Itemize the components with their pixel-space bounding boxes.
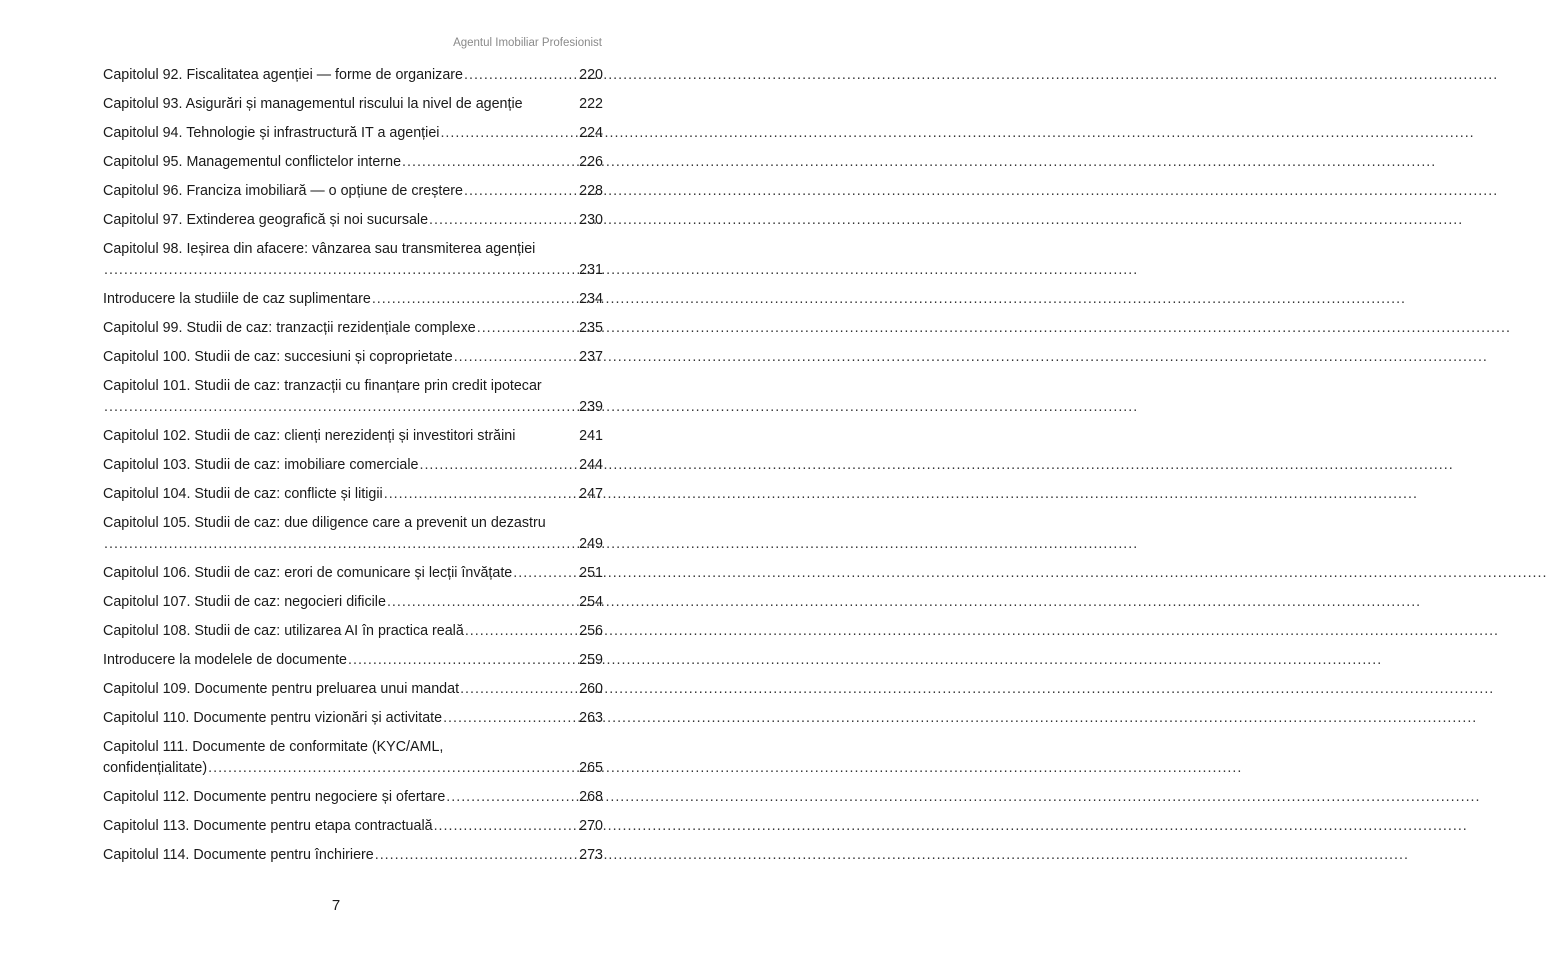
toc-entry-page-number: 234 xyxy=(579,291,603,307)
toc-entry[interactable] xyxy=(103,239,603,281)
toc-entry-title: Capitolul 95. Managementul conflictelor interne xyxy=(103,154,402,170)
toc-entry[interactable] xyxy=(103,318,603,339)
toc-entry[interactable] xyxy=(103,347,603,368)
toc-entry-title: Capitolul 94. Tehnologie și infrastructură IT a agenției xyxy=(103,125,440,141)
toc-entry-page-number: 241 xyxy=(579,428,603,444)
dot-leader xyxy=(446,787,578,808)
toc-entry-title: Capitolul 113. Documente pentru etapa contractuală xyxy=(103,818,433,834)
toc-entry-title-line: Capitolul 111. Documente de conformitate (KYC/AML, xyxy=(103,739,444,755)
toc-entry-page-number: 268 xyxy=(579,789,603,805)
toc-entry[interactable] xyxy=(103,708,603,729)
toc-entry-title: Capitolul 97. Extinderea geografică și noi sucursale xyxy=(103,212,429,228)
toc-entry-title: Capitolul 103. Studii de caz: imobiliare comerciale xyxy=(103,457,419,473)
toc-entry-page-number: 249 xyxy=(579,536,603,552)
toc-entry-page-number: 263 xyxy=(579,710,603,726)
toc-entry-page-number: 231 xyxy=(579,262,603,278)
toc-entry[interactable] xyxy=(103,621,603,642)
dot-leader xyxy=(208,758,578,779)
toc-entry-title: Capitolul 93. Asigurări și managementul riscului la nivel de agenție xyxy=(103,96,523,112)
toc-entry[interactable] xyxy=(103,376,603,418)
toc-entry-title-line: Capitolul 101. Studii de caz: tranzacții cu finanțare prin credit ipotecar xyxy=(103,378,542,394)
toc-entry-title: Capitolul 99. Studii de caz: tranzacții rezidențiale complexe xyxy=(103,320,476,336)
toc-entry[interactable] xyxy=(103,123,603,144)
toc-entry[interactable] xyxy=(103,845,603,866)
toc-entry[interactable] xyxy=(103,650,603,671)
dot-leader xyxy=(104,534,578,555)
toc-entry-page-number: 273 xyxy=(579,847,603,863)
toc-entry[interactable] xyxy=(103,513,603,555)
toc-entry[interactable] xyxy=(103,289,603,310)
dot-leader xyxy=(429,210,578,231)
dot-leader xyxy=(440,123,578,144)
toc-entry-page-number: 220 xyxy=(579,67,603,83)
toc-entry-page-number: 244 xyxy=(579,457,603,473)
toc-entry-title: Introducere la studiile de caz suplimentare xyxy=(103,291,371,307)
toc-entry-title-line: Capitolul 105. Studii de caz: due diligence care a prevenit un dezastru xyxy=(103,515,546,531)
toc-entry-page-number: 235 xyxy=(579,320,603,336)
toc-entry[interactable] xyxy=(103,152,603,173)
toc-entry-title-line: Capitolul 98. Ieșirea din afacere: vânzarea sau transmiterea agenției xyxy=(103,241,536,257)
dot-leader xyxy=(434,816,579,837)
toc-entry-title: Capitolul 110. Documente pentru vizionări și activitate xyxy=(103,710,443,726)
dot-leader xyxy=(348,650,578,671)
toc-entry-title: Capitolul 106. Studii de caz: erori de comunicare și lecții învățate xyxy=(103,565,513,581)
running-header: Agentul Imobiliar Profesionist xyxy=(453,37,602,49)
toc-entry[interactable] xyxy=(103,737,603,779)
dot-leader xyxy=(419,455,578,476)
toc-entry-page-number: 230 xyxy=(579,212,603,228)
toc-entry[interactable] xyxy=(103,484,603,505)
toc-entry-page-number: 226 xyxy=(579,154,603,170)
toc-entry[interactable] xyxy=(103,563,603,584)
toc-entry-title: Introducere la modelele de documente xyxy=(103,652,347,668)
toc-entry-page-number: 224 xyxy=(579,125,603,141)
toc-entry[interactable] xyxy=(103,181,603,202)
toc-entry[interactable] xyxy=(103,94,603,115)
toc-entry-page-number: 228 xyxy=(579,183,603,199)
toc-entry-page-number: 239 xyxy=(579,399,603,415)
dot-leader xyxy=(104,260,578,281)
toc-entry[interactable] xyxy=(103,65,603,86)
dot-leader xyxy=(402,152,578,173)
toc-entry[interactable] xyxy=(103,455,603,476)
dot-leader xyxy=(375,845,578,866)
toc-entry-page-number: 254 xyxy=(579,594,603,610)
toc-entry[interactable] xyxy=(103,210,603,231)
toc-entry-title: Capitolul 112. Documente pentru negociere și ofertare xyxy=(103,789,446,805)
page-number: 7 xyxy=(331,897,341,914)
dot-leader xyxy=(464,65,578,86)
toc-entry-page-number: 237 xyxy=(579,349,603,365)
dot-leader xyxy=(464,181,578,202)
toc-entry[interactable] xyxy=(103,592,603,613)
toc-entry-title: Capitolul 107. Studii de caz: negocieri dificile xyxy=(103,594,386,610)
dot-leader xyxy=(104,397,578,418)
toc-entry-page-number: 247 xyxy=(579,486,603,502)
toc-entry[interactable] xyxy=(103,787,603,808)
dot-leader xyxy=(465,621,578,642)
dot-leader xyxy=(372,289,578,310)
toc-entry[interactable] xyxy=(103,816,603,837)
dot-leader xyxy=(513,563,578,584)
toc-entry[interactable] xyxy=(103,426,603,447)
toc-entry-title: Capitolul 92. Fiscalitatea agenției — forme de organizare xyxy=(103,67,463,83)
toc-entry-page-number: 270 xyxy=(579,818,603,834)
toc-entry-title: Capitolul 102. Studii de caz: clienți nerezidenți și investitori străini xyxy=(103,428,516,444)
dot-leader xyxy=(387,592,578,613)
toc-entry-title: Capitolul 100. Studii de caz: succesiuni și coproprietate xyxy=(103,349,453,365)
toc-entry-title: confidențialitate) xyxy=(103,760,208,776)
toc-entry-title: Capitolul 96. Franciza imobiliară — o opțiune de creștere xyxy=(103,183,463,199)
toc-entry-title: Capitolul 104. Studii de caz: conflicte și litigii xyxy=(103,486,383,502)
toc-entry-page-number: 251 xyxy=(579,565,603,581)
toc-entry-page-number: 222 xyxy=(579,96,603,112)
toc-entry-page-number: 259 xyxy=(579,652,603,668)
toc-entry-page-number: 256 xyxy=(579,623,603,639)
toc-entry-title: Capitolul 108. Studii de caz: utilizarea AI în practica reală xyxy=(103,623,464,639)
table-of-contents xyxy=(103,65,603,874)
toc-entry-page-number: 260 xyxy=(579,681,603,697)
toc-entry-title: Capitolul 114. Documente pentru închiriere xyxy=(103,847,374,863)
dot-leader xyxy=(443,708,578,729)
dot-leader xyxy=(454,347,578,368)
dot-leader xyxy=(384,484,578,505)
toc-entry[interactable] xyxy=(103,679,603,700)
dot-leader xyxy=(477,318,578,339)
dot-leader xyxy=(460,679,578,700)
toc-entry-page-number: 265 xyxy=(579,760,603,776)
toc-entry-title: Capitolul 109. Documente pentru preluarea unui mandat xyxy=(103,681,460,697)
